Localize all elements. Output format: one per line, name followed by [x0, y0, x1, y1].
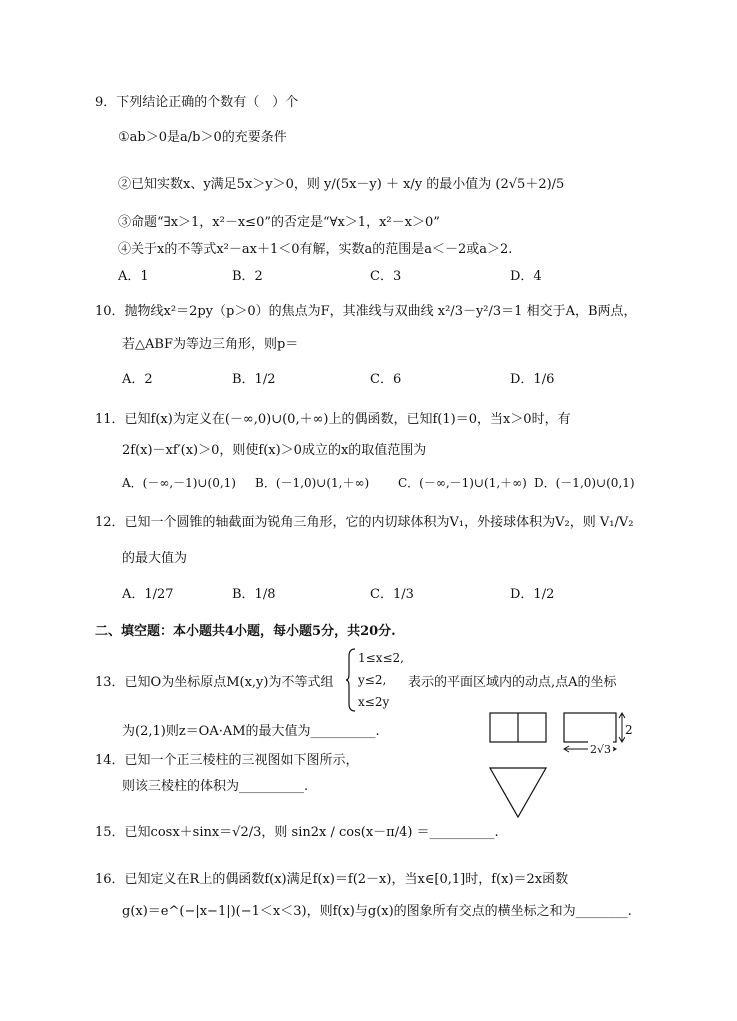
q11-line-2: 2f(x)－xf′(x)＞0，则使f(x)＞0成立的x的取值范围为 [122, 443, 427, 458]
dimension-height: 2 [625, 720, 633, 740]
q9-option-b: B．2 [232, 269, 263, 284]
q11-line-1: 11．已知f(x)为定义在(－∞,0)∪(0,＋∞)上的偶函数，已知f(1)＝0，当x＞0时，有 [95, 412, 571, 427]
q10-option-b: B．1/2 [232, 372, 276, 387]
q12-option-c: C．1/3 [370, 587, 414, 602]
q12-line-1: 12．已知一个圆锥的轴截面为锐角三角形，它的内切球体积为V₁，外接球体积为V₂，则 V₁/V₂ [95, 515, 634, 530]
q12-option-a: A．1/27 [122, 587, 174, 602]
three-view-figure [486, 710, 636, 822]
q15-line-1: 15．已知cosx＋sinx＝√2/3，则 sin2x / cos(x－π/4) ＝__________. [95, 825, 499, 840]
dimension-width: 2√3 [588, 740, 613, 760]
q13-line-1a: 13．已知O为坐标原点M(x,y)为不等式组 [95, 675, 334, 690]
q13-system-3: x≤2y [358, 695, 390, 709]
section-2-heading: 二、填空题：本小题共4小题，每小题5分，共20分. [95, 624, 396, 639]
q11-option-d: D．(－1,0)∪(0,1) [534, 476, 635, 490]
q9-statement-2: ②已知实数x、y满足5x＞y＞0，则 y/(5x－y) ＋ x/y 的最小值为 (2√5＋2)/5 [118, 177, 565, 192]
q9-option-c: C．3 [370, 269, 402, 284]
q9-option-d: D．4 [510, 269, 542, 284]
q11-option-b: B．(－1,0)∪(1,＋∞) [255, 476, 370, 490]
q13-system-1: 1≤x≤2, [358, 651, 404, 665]
q10-option-d: D．1/6 [510, 372, 555, 387]
q10-line-1: 10．抛物线x²＝2py（p＞0）的焦点为F，其准线与双曲线 x²/3－y²/3＝1 相交于A，B两点， [95, 304, 637, 319]
q12-option-d: D．1/2 [510, 587, 555, 602]
top-view [490, 768, 546, 817]
q13-line-1b: 表示的平面区域内的动点,点A的坐标 [408, 675, 617, 690]
q10-option-a: A．2 [122, 372, 153, 387]
q12-line-2: 的最大值为 [122, 551, 188, 566]
q16-line-1: 16．已知定义在R上的偶函数f(x)满足f(x)＝f(2－x)，当x∈[0,1]时，f(x)＝2x函数 [95, 872, 569, 887]
q11-option-c: C．(－∞,－1)∪(1,＋∞) [398, 476, 527, 490]
q13-system-2: y≤2, [358, 673, 387, 687]
q10-option-c: C．6 [370, 372, 402, 387]
q9-statement-4: ④关于x的不等式x²－ax＋1＜0有解，实数a的范围是a＜－2或a＞2. [118, 242, 513, 257]
q14-line-2: 则该三棱柱的体积为__________. [122, 779, 309, 794]
q14-line-1: 14．已知一个正三棱柱的三视图如下图所示， [95, 753, 359, 768]
q13-line-2: 为(2,1)则z＝OA·AM的最大值为__________. [122, 724, 380, 739]
q9-statement-3: ③命题“∃x＞1，x²－x≤0”的否定是“∀x＞1，x²－x＞0” [118, 215, 440, 230]
q16-line-2: g(x)＝e^(−|x−1|)(−1＜x＜3)，则f(x)与g(x)的图象所有交点的横坐标之和为________. [122, 904, 632, 919]
q13-brace [345, 648, 357, 712]
q9-stem: 9．下列结论正确的个数有（ ）个 [95, 95, 299, 110]
side-view [564, 713, 616, 742]
q9-statement-1: ①ab＞0是a/b＞0的充要条件 [118, 130, 287, 145]
q10-line-2: 若△ABF为等边三角形，则p＝ [122, 337, 299, 352]
q11-option-a: A．(－∞,－1)∪(0,1) [122, 476, 236, 490]
q12-option-b: B．1/8 [232, 587, 276, 602]
q9-option-a: A．1 [118, 269, 149, 284]
